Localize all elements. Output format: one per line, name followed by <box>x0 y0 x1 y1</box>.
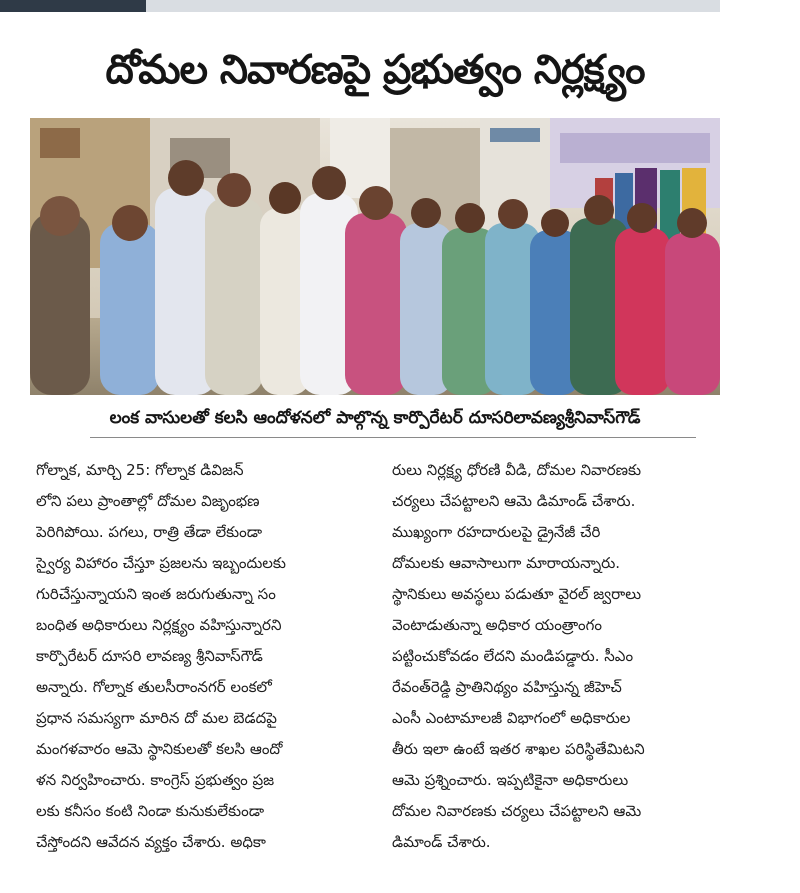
article-right-column <box>392 455 722 865</box>
article-line: లోని పలు ప్రాంతాల్లో దోమల విజృంభణ <box>36 492 260 510</box>
article-line: కార్పొరేటర్ దూసరి లావణ్య శ్రీనివాస్‌గౌడ్ <box>36 647 263 665</box>
article-line: రేవంత్‌రెడ్డి ప్రాతినిథ్యం వహిస్తున్న జీహెచ్ <box>392 678 622 696</box>
article-line: దోమల నివారణకు చర్యలు చేపట్టాలని ఆమె <box>392 802 642 820</box>
article-line: స్థానికులు అవస్థలు పడుతూ వైరల్ జ్వరాలు <box>392 585 642 603</box>
article-line: ఆమె ప్రశ్నించారు. ఇప్పటికైనా అధికారులు <box>392 771 629 789</box>
article-line: గోల్నాక, మార్చి 25: గోల్నాక డివిజన్ <box>36 461 244 479</box>
article-line: తీరు ఇలా ఉంటే ఇతర శాఖల పరిస్థితేమిటని <box>392 740 645 758</box>
article-line: లకు కనీసం కంటి నిండా కునుకులేకుండా <box>36 802 264 820</box>
article-line: బంధిత అధికారులు నిర్లక్ష్యం వహిస్తున్నారని <box>36 616 282 634</box>
article-line: రులు నిర్లక్ష్య ధోరణి వీడి, దోమల నివారణకు <box>392 461 642 479</box>
article-line: పట్టించుకోవడం లేదని మండిపడ్డారు. సీఎం <box>392 647 634 665</box>
news-photo-illustration <box>30 118 720 395</box>
article-line: ళన నిర్వహించారు. కాంగ్రెస్ ప్రభుత్వం ప్రజ <box>36 771 275 789</box>
photo-caption: లంక వాసులతో కలసి ఆందోళనలో పాల్గొన్న కార్పొరేటర్ దూసరిలావణ్యశ్రీనివాస్‌గౌడ్ <box>109 408 641 428</box>
article-line: డిమాండ్ చేశారు. <box>392 833 491 851</box>
article-line: ఎంసీ ఎంటామాలజీ విభాగంలో అధికారుల <box>392 709 631 727</box>
next-article-cutoff <box>30 872 720 893</box>
article-line: స్వైర్య విహారం చేస్తూ ప్రజలను ఇబ్బందులకు <box>36 554 286 572</box>
article-line: దోమలకు ఆవాసాలుగా మారాయన్నారు. <box>392 554 621 572</box>
top-bar-light-segment <box>146 0 720 12</box>
article-line: వెంటాడుతున్నా అధికార యంత్రాంగం <box>392 616 602 634</box>
article-line: ముఖ్యంగా రహదారులపై డ్రైనేజీ చేరి <box>392 523 601 541</box>
caption-divider <box>90 437 696 438</box>
article-line: చేస్తోందని ఆవేదన వ్యక్తం చేశారు. అధికా <box>36 833 266 851</box>
page-right-margin <box>722 0 800 893</box>
article-line: గురిచేస్తున్నాయని ఇంత జరుగుతున్నా సం <box>36 585 276 603</box>
article-left-column <box>36 455 366 865</box>
article-line: మంగళవారం ఆమె స్థానికులతో కలసి ఆందో <box>36 740 283 758</box>
article-headline: దోమల నివారణపై ప్రభుత్వం నిర్లక్ష్యం <box>105 47 645 93</box>
top-bar-dark-segment <box>0 0 146 12</box>
article-line: చర్యలు చేపట్టాలని ఆమె డిమాండ్ చేశారు. <box>392 492 636 510</box>
article-line: పెరిగిపోయి. పగలు, రాత్రి తేడా లేకుండా <box>36 523 263 541</box>
article-line: ప్రధాన సమస్యగా మారిన దో మల బెడదపై <box>36 709 277 727</box>
article-line: అన్నారు. గోల్నాక తులసీరాంనగర్ లంకలో <box>36 678 272 696</box>
news-photo <box>30 118 720 395</box>
